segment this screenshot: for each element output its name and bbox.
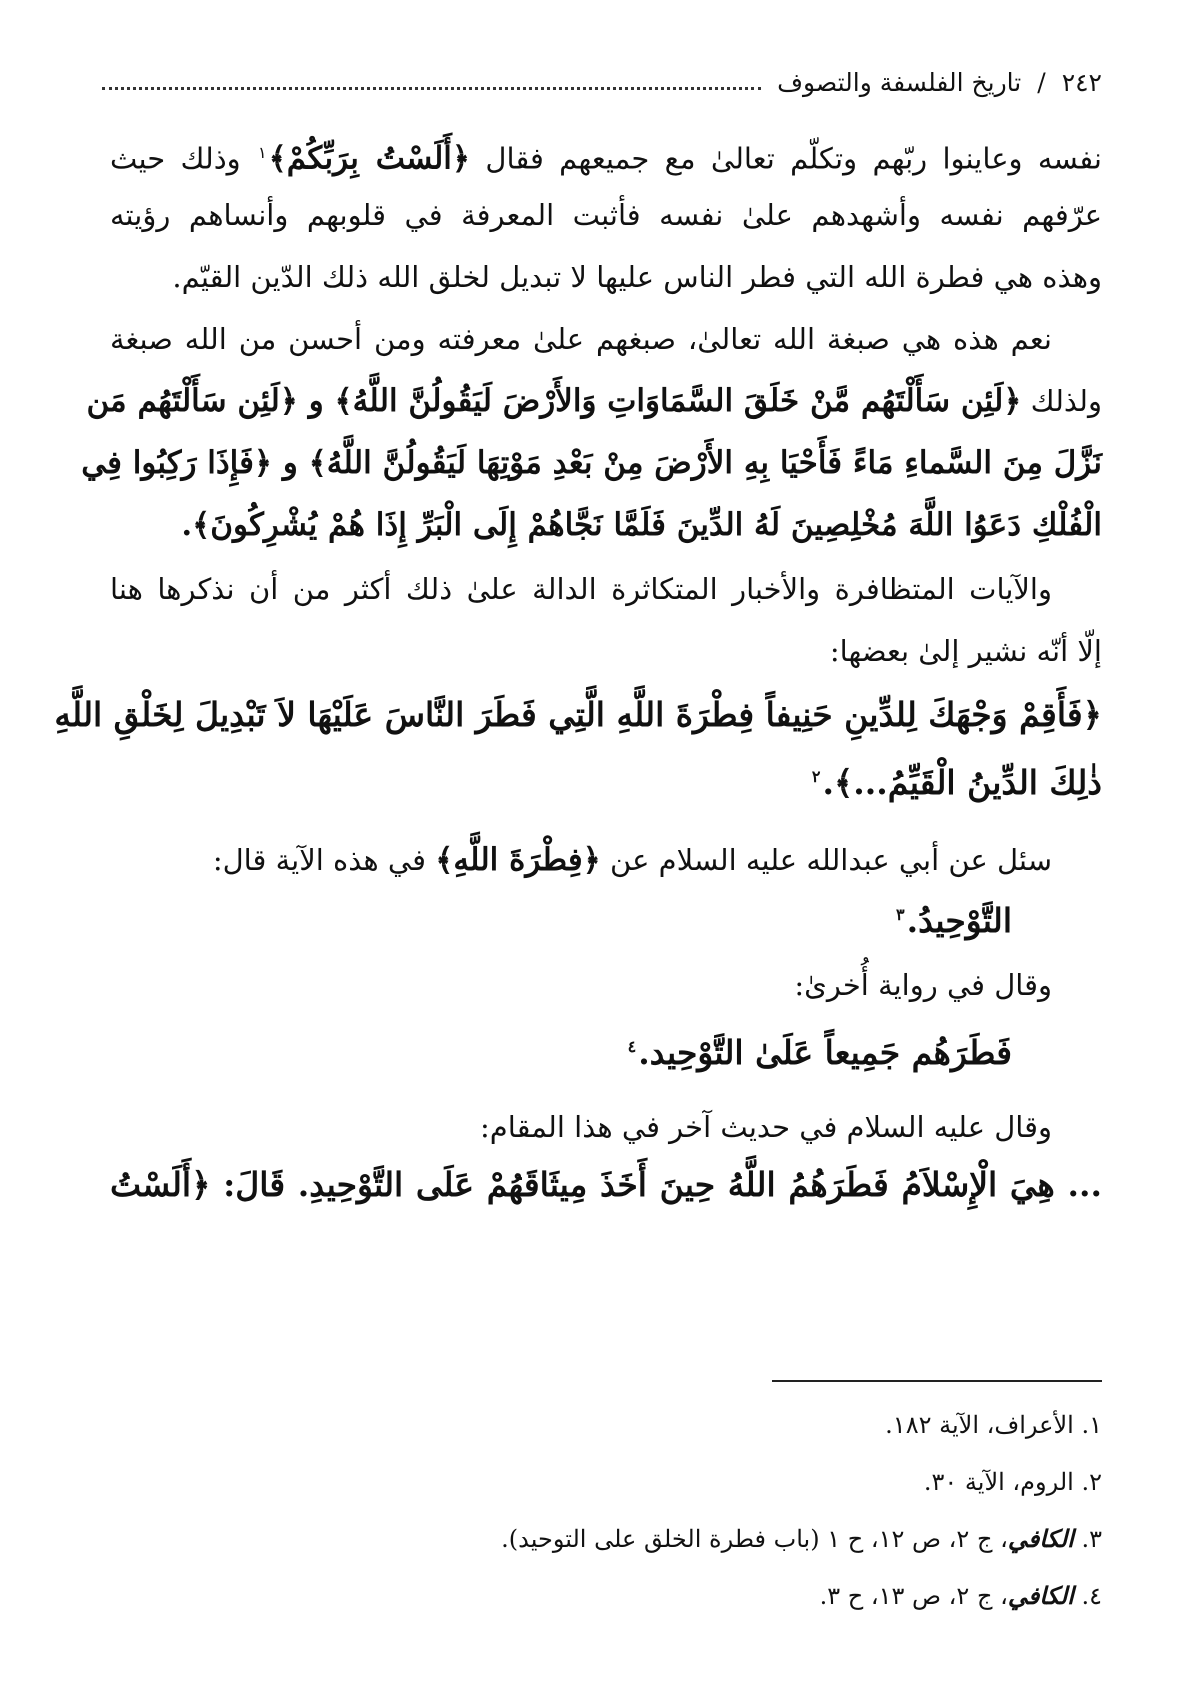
body-line-9: إلّا أنّه نشير إلىٰ بعضها: bbox=[829, 634, 1102, 668]
hadith-line: ... هِيَ الْإِسْلاَمُ فَطَرَهُمُ اللَّهُ حِينَ أَخَذَ مِيثَاقَهُمْ عَلَى التَّوْحِيدِ. قَالَ: ﴿أَلَسْتُ bbox=[110, 1165, 1102, 1204]
body-line-3: وهذه هي فطرة الله التي فطر الناس عليها لا تبديل لخلق الله ذلك الدّين القيّم. bbox=[172, 260, 1102, 294]
body-line-4: نعم هذه هي صبغة الله تعالىٰ، صبغهم علىٰ معرفته ومن أحسن من الله صبغة bbox=[110, 322, 1052, 356]
footnote-text: ، ج ٢، ص ١٢، ح ١ (باب فطرة الخلق على التوحيد). bbox=[501, 1525, 1008, 1553]
body-line-6: نَزَّلَ مِنَ السَّماءِ مَاءً فَأَحْيَا بِهِ الأَرْضَ مِنْ بَعْدِ مَوْتِهَا لَيَقُولُنَّ اللَّهُ﴾ و ﴿فَإِذَا رَكِبُوا فِي bbox=[81, 445, 1102, 481]
footnote-3 bbox=[501, 1519, 1102, 1559]
body-line-1 bbox=[110, 128, 1102, 184]
text-run: في هذه الآية قال: bbox=[212, 843, 436, 877]
quran-verse-line-2 bbox=[110, 752, 1102, 808]
body-line-2: عرّفهم نفسه وأشهدهم علىٰ نفسه فأثبت المعرفة في قلوبهم وأنساهم رؤيته bbox=[110, 198, 1102, 232]
body-line-16: وقال عليه السلام في حديث آخر في هذا المقام: bbox=[480, 1110, 1052, 1144]
text-run: ذٰلِكَ الدِّينُ الْقَيِّمُ...﴾. bbox=[822, 763, 1102, 802]
text-run: وذلك حيث bbox=[110, 141, 256, 176]
book-title: الكافي bbox=[1007, 1524, 1074, 1553]
quran-quote: ﴿فِطْرَةَ اللَّهِ﴾ bbox=[435, 842, 601, 878]
body-line-7: الْفُلْكِ دَعَوُا اللَّهَ مُخْلِصِينَ لَهُ الدِّينَ فَلَمَّا نَجَّاهُمْ إِلَى الْبَرِّ إِذَا هُمْ يُشْرِكُونَ﴾. bbox=[181, 507, 1102, 543]
hadith-answer-1 bbox=[110, 890, 1012, 946]
footnote-separator bbox=[772, 1380, 1102, 1382]
hadith-answer-2 bbox=[110, 1022, 1012, 1078]
text-run: سئل عن أبي عبدالله عليه السلام عن bbox=[600, 843, 1052, 877]
footnote-2: ٢. الروم، الآية ٣٠. bbox=[923, 1468, 1102, 1496]
footnote-ref-2: ٢ bbox=[811, 767, 821, 786]
footnote-text: ، ج ٢، ص ١٣، ح ٣. bbox=[819, 1582, 1008, 1610]
footnote-number: ٣. bbox=[1073, 1525, 1102, 1553]
footnote-1: ١. الأعراف، الآية ١٨٢. bbox=[885, 1411, 1102, 1439]
footnote-ref-3: ٣ bbox=[896, 905, 905, 924]
body-line-8: والآيات المتظافرة والأخبار المتكاثرة الدالة علىٰ ذلك أكثر من أن نذكرها هنا bbox=[110, 572, 1052, 606]
quran-verse-line-1: ﴿فَأَقِمْ وَجْهَكَ لِلدِّينِ حَنِيفاً فِطْرَةَ اللَّهِ الَّتِي فَطَرَ النَّاسَ عَلَيْهَا لاَ تَبْدِيلَ لِخَلْقِ اللَّهِ bbox=[54, 695, 1102, 734]
header-separator: / bbox=[1037, 67, 1046, 97]
body-line-12 bbox=[110, 835, 1052, 885]
footnote-ref-1: ١ bbox=[258, 143, 267, 162]
quran-quote: ﴿لَئِن سَأَلْتَهُم مَّنْ خَلَقَ السَّمَاوَاتِ وَالأَرْضَ لَيَقُولُنَّ اللَّهُ﴾ و ﴿لَئِن سَأَلْتَهُم مَن bbox=[86, 383, 1022, 419]
text-run: التَّوْحِيدُ. bbox=[906, 901, 1012, 940]
body-line-5 bbox=[86, 376, 1102, 426]
running-header bbox=[102, 62, 1102, 102]
book-title: الكافي bbox=[1007, 1581, 1074, 1610]
text-run: نفسه وعاينوا ربّهم وتكلّم تعالىٰ مع جميعهم فقال bbox=[470, 141, 1102, 176]
page-number: ٢٤٢ bbox=[1061, 67, 1102, 97]
text-run: ولذلك bbox=[1021, 384, 1102, 418]
header-title: تاريخ الفلسفة والتصوف bbox=[777, 67, 1022, 97]
footnote-number: ٤. bbox=[1073, 1582, 1102, 1610]
body-line-14: وقال في رواية أُخرىٰ: bbox=[794, 968, 1052, 1002]
text-run: فَطَرَهُم جَمِيعاً عَلَىٰ التَّوْحِيد. bbox=[638, 1033, 1012, 1072]
quran-quote: ﴿أَلَسْتُ بِرَبِّكُمْ﴾ bbox=[268, 140, 471, 177]
footnote-ref-4: ٤ bbox=[627, 1037, 637, 1056]
footnote-4 bbox=[820, 1576, 1102, 1616]
header-dotted-leader bbox=[102, 87, 761, 90]
